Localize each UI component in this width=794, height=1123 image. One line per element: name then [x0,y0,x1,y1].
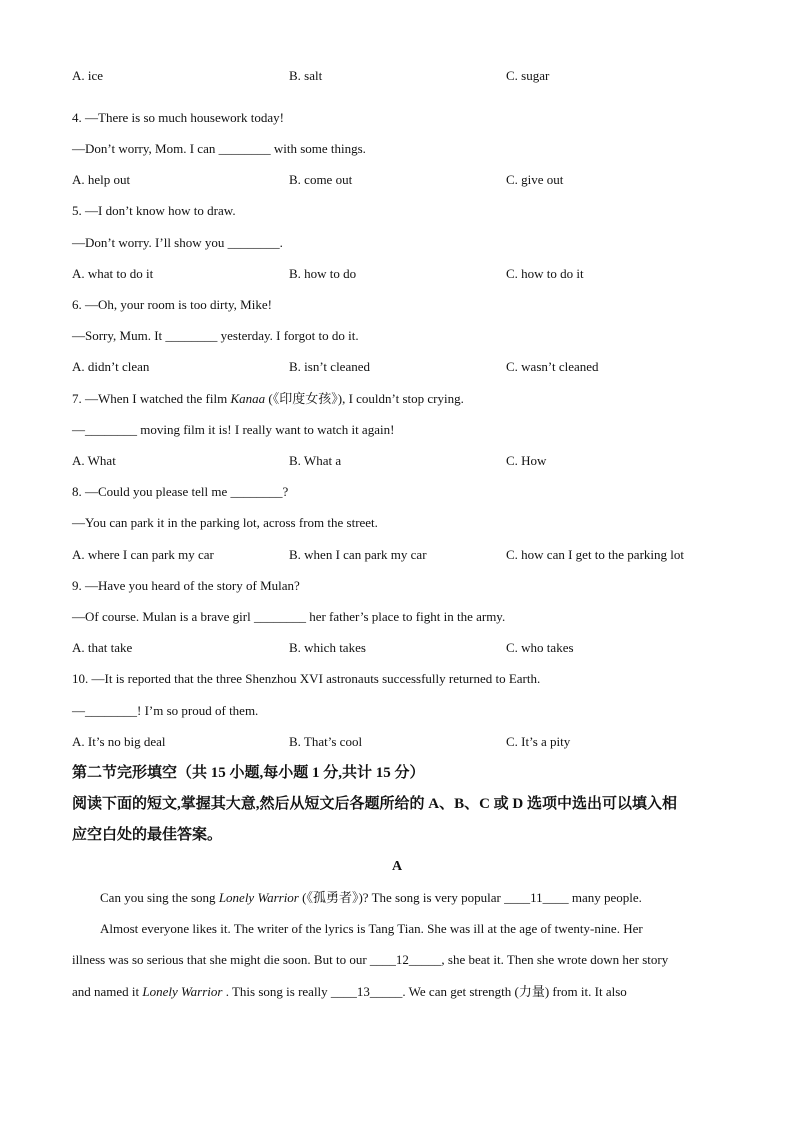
q4-response: —Don’t worry, Mom. I can ________ with some things. [72,141,366,156]
section-title: 第二节完形填空（共 15 小题,每小题 1 分,共计 15 分） [72,765,425,781]
blank-13: ____13_____ [330,984,403,999]
passage-text: , she beat it. Then she wrote down her story [441,952,669,967]
q9-option-a: A. that take [72,640,133,655]
passage-text: Can you sing the song [100,890,219,905]
passage-text: many people. [568,890,642,905]
q7-option-a: A. What [72,453,116,468]
q4-question: 4. —There is so much housework today! [72,110,284,125]
q5-response: —Don’t worry. I’ll show you ________. [72,235,283,250]
section-instructions-line2: 应空白处的最佳答案。 [72,827,223,843]
q10-question: 10. —It is reported that the three Shenzhou XVI astronauts successfully returned to Earth. [72,671,541,686]
q7-option-b: B. What a [289,453,342,468]
passage-text: . We can get strength (力量) from it. It also [402,984,627,999]
passage-text: (《孤勇者》)? The song is very popular [298,890,505,905]
q9-options [72,640,752,656]
q6-options [72,359,752,375]
q5-option-a: A. what to do it [72,266,154,281]
q7-options [72,453,752,469]
passage-text: illness was so serious that she might die soon. But to our [72,952,370,967]
q10-option-c: C. It’s a pity [506,734,571,749]
q9-question: 9. —Have you heard of the story of Mulan? [72,578,300,593]
passage-line-2: Almost everyone likes it. The writer of the lyrics is Tang Tian. She was ill at the age of twenty-nine. Her [100,921,643,936]
blank-11: ____11____ [504,890,569,905]
q3-option-c: C. sugar [506,68,550,83]
q8-options [72,547,752,563]
q4-option-c: C. give out [506,172,564,187]
q4-option-b: B. come out [289,172,353,187]
passage-line-4 [72,984,722,1000]
song-title: Lonely Warrior [218,890,299,905]
q7-question [72,391,464,407]
passage-line-3 [72,952,722,968]
q3-option-a: A. ice [72,68,104,83]
q6-question: 6. —Oh, your room is too dirty, Mike! [72,297,272,312]
q6-option-c: C. wasn’t cleaned [506,359,599,374]
q7-question-pre: 7. —When I watched the film [72,391,231,406]
blank-12: ____12_____ [369,952,442,967]
q8-question: 8. —Could you please tell me ________? [72,484,289,499]
q5-question: 5. —I don’t know how to draw. [72,203,236,218]
q6-option-a: A. didn’t clean [72,359,150,374]
q9-option-c: C. who takes [506,640,574,655]
q7-question-post: (《印度女孩》), I couldn’t stop crying. [265,391,464,406]
section-instructions-line1: 阅读下面的短文,掌握其大意,然后从短文后各题所给的 A、B、C 或 D 选项中选出可以填入相 [72,796,678,812]
q10-options [72,734,752,750]
q8-option-a: A. where I can park my car [72,547,214,562]
q8-option-b: B. when I can park my car [289,547,427,562]
q5-options [72,266,752,282]
q7-film-title: Kanaa [230,391,266,406]
q10-option-a: A. It’s no big deal [72,734,166,749]
q10-response: —________! I’m so proud of them. [72,703,259,718]
passage-label: A [391,859,403,874]
q3-options [72,68,752,84]
q4-option-a: A. help out [72,172,131,187]
q8-response: —You can park it in the parking lot, across from the street. [72,515,378,530]
q10-option-b: B. That’s cool [289,734,363,749]
q5-option-b: B. how to do [289,266,357,281]
passage-text: . This song is really [222,984,331,999]
q8-option-c: C. how can I get to the parking lot [506,547,684,562]
passage-text: and named it [72,984,143,999]
q5-option-c: C. how to do it [506,266,584,281]
q4-options [72,172,752,188]
q9-response: —Of course. Mulan is a brave girl ________ her father’s place to fight in the army. [72,609,506,624]
q7-option-c: C. How [506,453,547,468]
q7-response: —________ moving film it is! I really want to watch it again! [72,422,395,437]
q9-option-b: B. which takes [289,640,366,655]
passage-line-1 [100,890,750,906]
q6-response: —Sorry, Mum. It ________ yesterday. I forgot to do it. [72,328,359,343]
q3-option-b: B. salt [289,68,323,83]
song-title: Lonely Warrior [142,984,223,999]
q6-option-b: B. isn’t cleaned [289,359,370,374]
